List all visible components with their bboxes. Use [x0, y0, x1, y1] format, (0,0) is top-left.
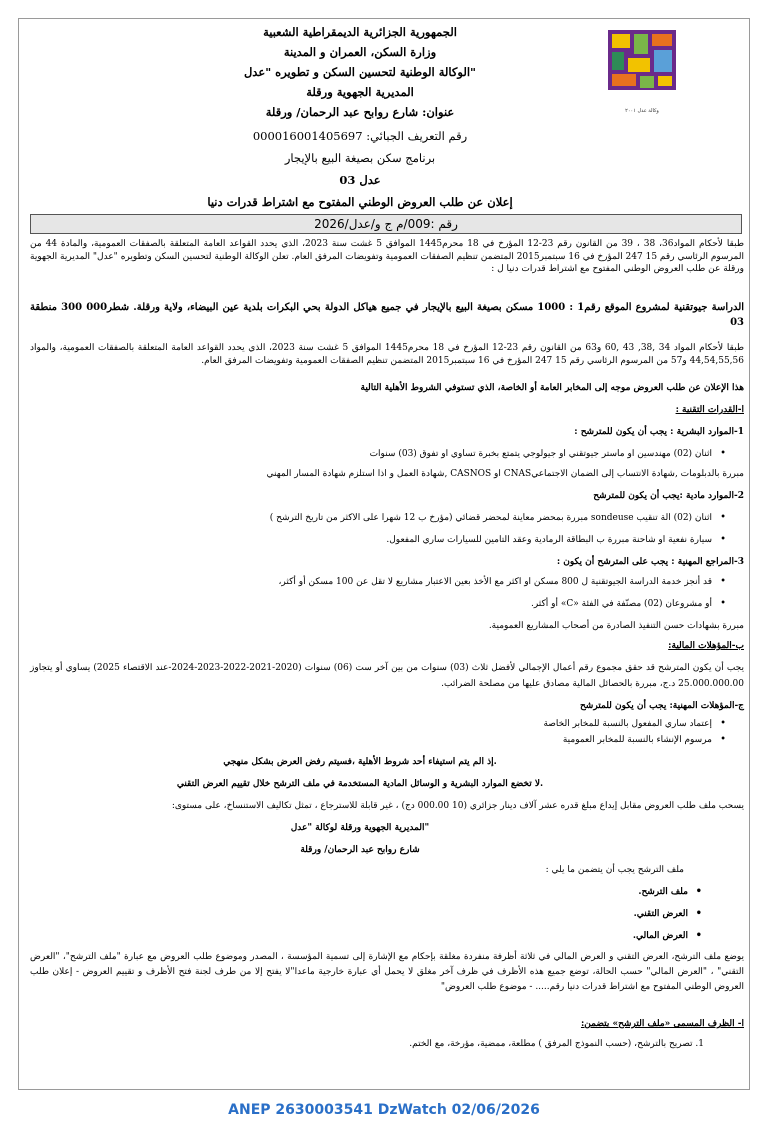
footer-source: ANEP 2630003541 DzWatch 02/06/2026 — [228, 1102, 540, 1118]
list-item: • إعتماد ساري المفعول بالنسبة للمخابر الخاصة — [152, 718, 712, 730]
address-directorate: المديرية الجهوية ورقلة لوكالة "عدل" — [290, 823, 430, 833]
paragraph-justification: مبررة بالدبلومات ,شهادة الانتساب إلى الضمان الاجتماعيCNAS او CASNOS ,شهادة العمل و اذا استلزم شهادة المسار المهني — [266, 469, 744, 479]
header-address: عنوان: شارع روابح عبد الرحمان/ ورقلة — [265, 105, 455, 119]
section-financial: ب-المؤهلات المالية: — [668, 641, 744, 651]
list-item: • العرض التقني. — [128, 908, 688, 920]
list-item: • قد أنجز خدمة الدراسة الجيوتقنية ل 800 مسكن او اكثر مع الأخذ بعين الاعتبار مشاريع لا تقل عن 100 مسكن أو أكثر، — [152, 576, 712, 588]
announcement-title: إعلان عن طلب العروض الوطني المفتوح مع اشتراط قدرات دنيا — [207, 195, 513, 209]
paragraph-certificates: مبررة بشهادات حسن التنفيذ الصادرة من أصحاب المشاريع العمومية. — [488, 621, 744, 631]
reference-number: رقم :009/م ج و/عدل/2026 — [30, 214, 742, 234]
header-agency: الوكالة الوطنية لتحسين السكن و تطويره "عدل" — [243, 65, 477, 79]
subsection-references: 3-المراجع المهنية : يجب على المترشح أن يكون : — [556, 557, 744, 567]
header-directorate: المديرية الجهوية ورقلة — [306, 85, 414, 99]
numbered-item: 1. تصريح بالترشح، (حسب النموذج المرفق ) مطلعة، ممضية، مؤرخة، مع الختم. — [409, 1039, 704, 1049]
subsection-equipment: 2-الموارد مادية :يجب أن يكون للمترشح — [593, 491, 744, 501]
logo-caption: وكالة عدل ٢٠٠١ — [625, 108, 659, 114]
note-rejection: إذ الم يتم استيفاء أحد شروط الأهلية ،فسيتم رفض العرض بشكل منهجي. — [223, 757, 497, 767]
list-item: • ملف الترشح. — [128, 886, 688, 898]
paragraph-legal-basis: طبقا لأحكام المواد36، 38 ، 39 من القانون رقم 23-12 المؤرخ في 18 محرم1445 الموافق 5 غشت سنة 2023، الذي يحدد القواعد العامة المتعلقة بالصفقات العمومية، والمادة 44 من المرسوم الرئاسي رقم 15 247 المؤرخ في 16 سبتمبر2015 المتضمن تنظيم الصفقات العمومية وتفويضات المرفق العام. تعلن الوكالة الوطنية لتحسين السكن وتطويره "عدل" المديرية الجهوية ورقلة عن طلب العروض الوطني المفتوح مع اشتراط قدرات دنيا ل : — [30, 239, 744, 274]
header-program: برنامج سكن بصيغة البيع بالإيجار — [284, 151, 436, 165]
header-ministry: وزارة السكن، العمران و المدينة — [283, 45, 437, 59]
list-item: • اثنان (02) مهندسين او ماستر جيوتقني او جيولوجي يتمتع بخبرة تساوي او تفوق (03) سنوات — [152, 448, 712, 460]
paragraph-legal-articles: طبقا لأحكام المواد 34 ,38, 43 ,60 و63 من القانون رقم 23-12 المؤرخ في 18 محرم1445 الموافق 5 غشت سنة 2023، الذي يحدد القواعد العامة المتعلقة بالصفقات العمومية، والمواد 44,54,55,56 و57 من المرسوم الرئاسي رقم 15 247 المؤرخ في 16 سبتمبر2015 المتضمن تنظيم الصفقات العمومية وتفويضات المرفق العام. — [30, 343, 744, 366]
note-evaluation: لا تخضع الموارد البشرية و الوسائل المادية المستخدمة في ملف الترشح خلال تقييم العرض التقني. — [176, 779, 544, 789]
list-item: • أو مشروعان (02) مصنّفة في الفئة «C» أو أكثر. — [152, 598, 712, 610]
section-technical: ا-القدرات التقنية : — [675, 405, 744, 415]
header-aadl3: عدل 03 — [339, 173, 381, 187]
section-candidacy-envelope: ا- الظرف المسمى «ملف الترشح» يتضمن: — [580, 1019, 744, 1029]
paragraph-envelopes: يوضع ملف الترشح، العرض التقني و العرض المالي في ثلاثة أظرفة منفردة مغلقة بإحكام مع الإشارة إلى تسمية المؤسسة ، المصدر وموضوع طلب العروض مع عبارة "ملف الترشح"، "العرض التقني" ، "العرض المالي" حسب الحالة، توضع جميع هذه الأظرف في ظرف آخر مغلق لا يحمل أي عبارة خارجية ماعدا"لا يفتح إلا من طرف لجنة فتح الأظرف و تقييم العروض - إعلان طلب العروض الوطني المفتوح مع اشتراط قدرات دنيا رقم..... - موضوع طلب العروض" — [30, 952, 744, 992]
list-item: • مرسوم الإنشاء بالنسبة للمخابر العمومية — [152, 734, 712, 746]
paragraph-turnover: يجب أن يكون المترشح قد حقق مجموع رقم أعمال الإجمالي لأفضل ثلاث (03) سنوات من بين آخر ست (06) سنوات (2020-2021-2022-2023-2024-عند الاقتصاء 2025) يساوي أو يتجاوز 25.000.000.00 د.ج، مبررة بالحصائل المالية مصادق عليها من مصلحة الضرائب. — [30, 663, 744, 689]
list-item: • العرض المالي. — [128, 930, 688, 942]
subsection-human-resources: 1-الموارد البشرية : يجب أن يكون للمترشح : — [574, 427, 744, 437]
paragraph-target-labs: هذا الإعلان عن طلب العروض موجه إلى المخابر العامة أو الخاصة، الذي تستوفي الشروط الأهلية التالية — [360, 383, 744, 393]
paragraph-file-contents: ملف الترشح يجب أن يتضمن ما يلي : — [545, 865, 684, 875]
header-tax-id: رقم التعريف الجبائي: 000016001405697 — [252, 129, 468, 143]
paragraph-project: الدراسة جيوتقنية لمشروع الموقع رقم1 : 1000 مسكن بصيغة البيع بالإيجار في جميع هياكل الدولة بحي البكرات بلدية عين البيضاء، ولاية ورقلة. شطر000 300 منطقة 03 — [30, 302, 745, 328]
list-item: • سيارة نفعية او شاحنة مبررة ب البطاقة الرمادية وعقد التامين للسيارات ساري المفعول. — [152, 534, 712, 546]
paragraph-withdrawal: يسحب ملف طلب العروض مقابل إيداع مبلغ قدره عشر آلاف دينار جزائري (10 000.00 دج) ، غير قابلة للاسترجاع ، تمثل تكاليف الاستنساخ، على مستوى: — [171, 801, 744, 811]
header-republic: الجمهورية الجزائرية الديمقراطية الشعبية — [263, 25, 457, 39]
list-item: • اثنان (02) الة تنقيب sondeuse مبررة بمحضر معاينة لمحضر قضائي (مؤرخ ب 12 شهرا على الاكثر من تاريخ الترشح ) — [152, 512, 712, 524]
aadl-logo — [608, 30, 676, 105]
address-street: شارع روابح عبد الرحمان/ ورقلة — [300, 845, 420, 855]
section-professional: ج-المؤهلات المهنية: يجب أن يكون للمترشح — [579, 701, 744, 711]
